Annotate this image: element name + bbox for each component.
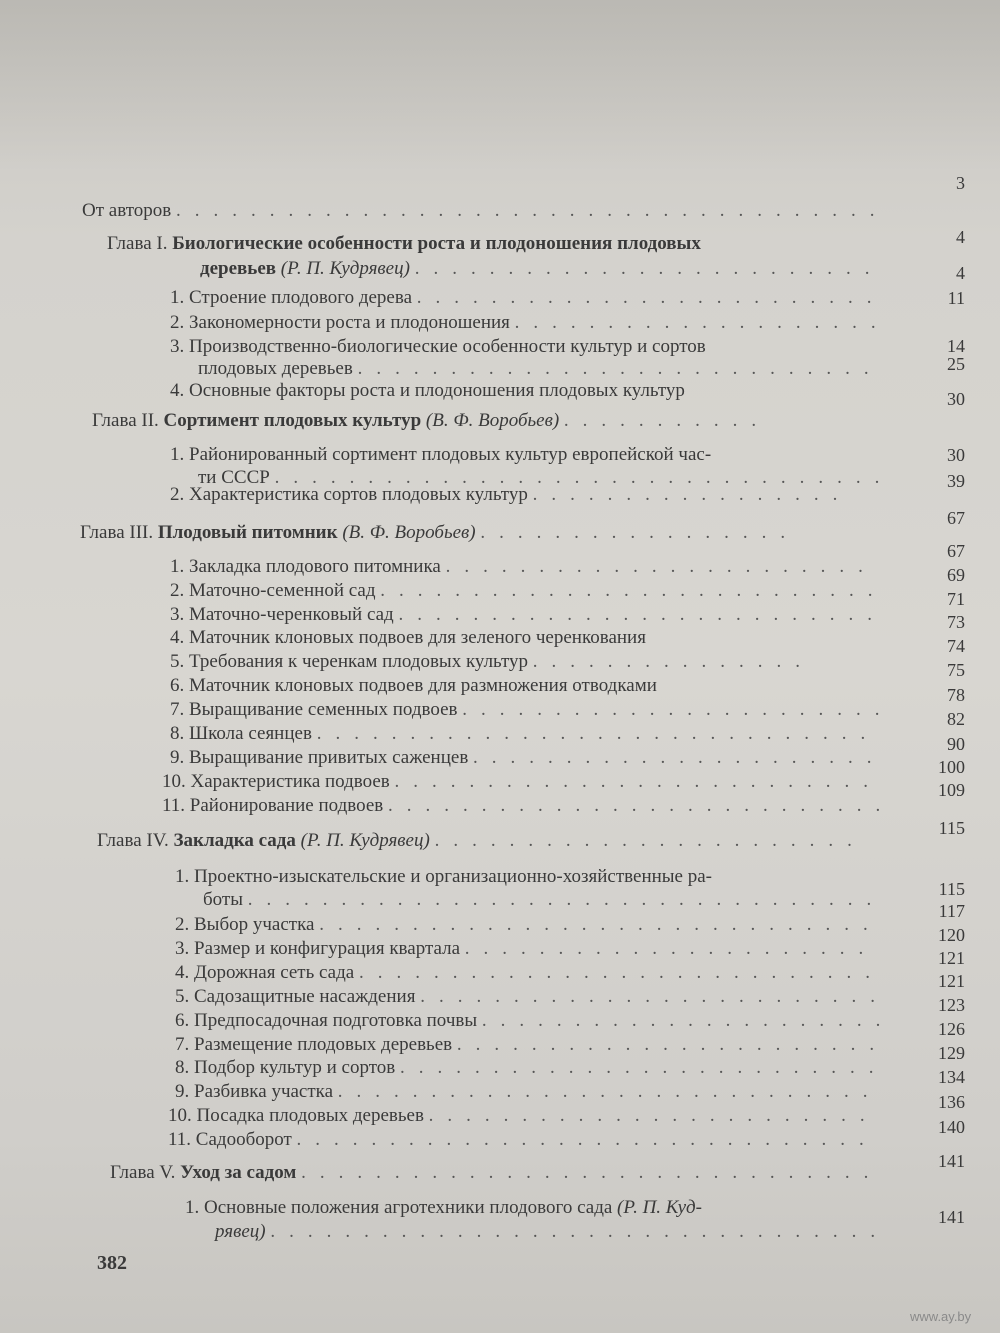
toc-chapter-1-cont bbox=[200, 258, 883, 280]
toc-item-page: 100 bbox=[938, 757, 965, 777]
chapter-4-author: (Р. П. Кудрявец) bbox=[300, 830, 430, 851]
leader-dots: ........................... bbox=[380, 580, 887, 601]
toc-item-page: 78 bbox=[947, 685, 965, 705]
toc-item bbox=[170, 651, 814, 673]
leader-dots: ............................. bbox=[337, 1081, 882, 1102]
toc-item-label: 9. Разбивка участка bbox=[175, 1081, 334, 1102]
toc-intro bbox=[82, 200, 888, 222]
toc-item bbox=[175, 866, 712, 888]
toc-item bbox=[170, 380, 685, 402]
toc-item-label-line1: 1. Основные положения агротехники плодового сада bbox=[185, 1197, 613, 1218]
toc-item-label: 5. Садозащитные насаждения bbox=[175, 986, 416, 1007]
toc-item bbox=[175, 1010, 894, 1032]
chapter-1-label: Глава I. bbox=[107, 233, 168, 254]
toc-item-label: 11. Садооборот bbox=[168, 1129, 292, 1150]
leader-dots: .......................... bbox=[394, 771, 883, 792]
page-number: 382 bbox=[97, 1252, 127, 1274]
toc-item-label: 2. Характеристика сортов плодовых культур bbox=[170, 484, 528, 505]
toc-item-label: 2. Выбор участка bbox=[175, 914, 315, 935]
leader-dots: .............................. bbox=[319, 914, 882, 935]
toc-item bbox=[175, 938, 877, 960]
toc-item bbox=[175, 1057, 888, 1079]
leader-dots: ............................ bbox=[357, 358, 883, 379]
toc-item-label-line1: 1. Проектно-изыскательские и организационно-хозяйственные ра- bbox=[175, 866, 713, 887]
toc-item bbox=[168, 1105, 879, 1127]
toc-item-label: 3. Размер и конфигурация квартала bbox=[175, 938, 461, 959]
chapter-1-author: (Р. П. Кудрявец) bbox=[280, 258, 410, 279]
chapter-4-label: Глава IV. bbox=[97, 830, 169, 851]
toc-item-page: 115 bbox=[938, 879, 965, 899]
toc-chapter-2 bbox=[92, 410, 770, 432]
toc-item-label: 7. Размещение плодовых деревьев bbox=[175, 1034, 453, 1055]
toc-item-page: 71 bbox=[947, 589, 965, 609]
leader-dots: ........................ bbox=[428, 1105, 879, 1126]
toc-item-label: 8. Подбор культур и сортов bbox=[175, 1057, 396, 1078]
toc-item bbox=[185, 1197, 702, 1219]
toc-item-label: 9. Выращивание привитых саженцев bbox=[170, 747, 469, 768]
toc-item-label: 2. Маточно-семенной сад bbox=[170, 580, 376, 601]
toc-item bbox=[170, 699, 894, 721]
toc-item-page: 129 bbox=[938, 1043, 965, 1063]
toc-item bbox=[162, 795, 894, 817]
leader-dots: ............... bbox=[532, 651, 815, 672]
toc-chapter-4 bbox=[97, 830, 866, 852]
toc-item-page: 73 bbox=[947, 612, 965, 632]
leader-dots: .................................. bbox=[247, 889, 886, 910]
chapter-1-title-line2: деревьев bbox=[200, 258, 277, 279]
toc-item-page: 4 bbox=[956, 263, 965, 283]
leader-dots: ...................... bbox=[464, 938, 878, 959]
leader-dots: .............................. bbox=[316, 723, 880, 744]
chapter-2-title: Сортимент плодовых культур bbox=[163, 410, 422, 431]
toc-item-author: (Р. П. Куд- bbox=[617, 1197, 702, 1218]
toc-item-page: 67 bbox=[947, 541, 965, 561]
leader-dots: ................. bbox=[480, 522, 800, 543]
toc-item-page: 121 bbox=[938, 948, 965, 968]
toc-item-page: 109 bbox=[938, 780, 965, 800]
leader-dots: .......................... bbox=[398, 604, 886, 625]
toc-item-page: 120 bbox=[938, 925, 965, 945]
leader-dots: ............................ bbox=[358, 962, 884, 983]
chapter-3-author: (В. Ф. Воробьев) bbox=[342, 522, 476, 543]
toc-item-label-line1: 3. Производственно-биологические особенности культур и сортов bbox=[170, 336, 706, 357]
toc-item-cont bbox=[215, 1221, 889, 1243]
toc-item-label: 5. Требования к черенкам плодовых культур bbox=[170, 651, 529, 672]
toc-item bbox=[170, 604, 886, 626]
toc-item-page: 140 bbox=[938, 1117, 965, 1137]
toc-chapter-1 bbox=[107, 233, 701, 255]
toc-item-cont bbox=[203, 889, 885, 911]
leader-dots: ............................... bbox=[301, 1162, 883, 1183]
leader-dots: .................... bbox=[514, 312, 890, 333]
leader-dots: ........... bbox=[563, 410, 771, 431]
toc-item bbox=[170, 747, 886, 769]
toc-item-page: 82 bbox=[947, 709, 965, 729]
toc-item-label: 6. Предпосадочная подготовка почвы bbox=[175, 1010, 478, 1031]
toc-item-label: 10. Посадка плодовых деревьев bbox=[168, 1105, 424, 1126]
toc-item-label: 4. Основные факторы роста и плодоношения плодовых культур bbox=[170, 380, 685, 401]
chapter-4-title: Закладка сада bbox=[173, 830, 296, 851]
toc-item-page: 39 bbox=[947, 471, 965, 491]
toc-item-page: 121 bbox=[938, 971, 965, 991]
toc-item-page: 117 bbox=[938, 901, 965, 921]
toc-item-page: 123 bbox=[938, 995, 965, 1015]
toc-item-page: 136 bbox=[938, 1092, 965, 1112]
chapter-5-title: Уход за садом bbox=[180, 1162, 297, 1183]
leader-dots: ....................... bbox=[456, 1034, 889, 1055]
toc-item-cont bbox=[198, 358, 883, 380]
toc-item-label: 6. Маточник клоновых подвоев для размножения отводками bbox=[170, 675, 657, 696]
toc-item bbox=[175, 914, 882, 936]
toc-item-page: 90 bbox=[947, 734, 965, 754]
leader-dots: ...................................... bbox=[175, 200, 889, 221]
toc-item bbox=[175, 1034, 888, 1056]
leader-dots: ........................... bbox=[388, 795, 895, 816]
toc-item-label: 3. Маточно-черенковый сад bbox=[170, 604, 394, 625]
toc-item-label: 4. Маточник клоновых подвоев для зеленого черенкования bbox=[170, 627, 646, 648]
toc-intro-page: 3 bbox=[956, 173, 965, 193]
leader-dots: ...................... bbox=[473, 747, 886, 768]
leader-dots: ................................. bbox=[270, 1221, 890, 1242]
toc-item-label-line2: ти СССР bbox=[198, 467, 270, 488]
toc-item-label-line1: 1. Районированный сортимент плодовых культур европейской час- bbox=[170, 444, 712, 465]
toc-item-label: 2. Закономерности роста и плодоношения bbox=[170, 312, 510, 333]
toc-item-label-line2: рявец) bbox=[215, 1221, 266, 1242]
toc-item bbox=[170, 675, 657, 697]
leader-dots: ......................... bbox=[420, 986, 889, 1007]
watermark-text: www.ay.by bbox=[910, 1309, 972, 1324]
toc-item-page: 69 bbox=[947, 565, 965, 585]
toc-item-page: 30 bbox=[947, 445, 965, 465]
toc-item-label-line2: плодовых деревьев bbox=[198, 358, 353, 379]
toc-item-page: 141 bbox=[938, 1207, 965, 1227]
chapter-3-label: Глава III. bbox=[80, 522, 154, 543]
leader-dots: ................. bbox=[532, 484, 852, 505]
toc-item bbox=[170, 580, 887, 602]
chapter-2-author: (В. Ф. Воробьев) bbox=[425, 410, 560, 431]
toc-item-page: 75 bbox=[947, 660, 965, 680]
toc-item-page: 11 bbox=[947, 288, 965, 308]
toc-item bbox=[175, 1081, 882, 1103]
toc-item bbox=[170, 627, 646, 649]
leader-dots: ................................. bbox=[274, 467, 894, 488]
chapter-5-label: Глава V. bbox=[110, 1162, 176, 1183]
toc-item bbox=[170, 444, 711, 466]
chapter-3-page: 67 bbox=[947, 508, 965, 528]
chapter-3-title: Плодовый питомник bbox=[157, 522, 338, 543]
toc-item-label: 1. Закладка плодового питомника bbox=[170, 556, 441, 577]
chapter-1-title-line1: Биологические особенности роста и плодоношения плодовых bbox=[172, 233, 701, 254]
leader-dots: ......................... bbox=[414, 258, 884, 279]
toc-item-page: 126 bbox=[938, 1019, 965, 1039]
toc-item-page: 25 bbox=[947, 354, 965, 374]
leader-dots: ....................... bbox=[445, 556, 877, 577]
toc-item-label: 11. Районирование подвоев bbox=[162, 795, 384, 816]
toc-chapter-5 bbox=[110, 1162, 882, 1184]
toc-item bbox=[170, 556, 877, 578]
chapter-2-page: 30 bbox=[947, 389, 965, 409]
leader-dots: ....................... bbox=[434, 830, 866, 851]
toc-item bbox=[175, 962, 884, 984]
toc-item-label: 1. Строение плодового дерева bbox=[170, 287, 413, 308]
toc-item-page: 134 bbox=[938, 1067, 965, 1087]
leader-dots: ....................... bbox=[462, 699, 894, 720]
chapter-1-page: 4 bbox=[956, 227, 965, 247]
toc-item bbox=[175, 986, 889, 1008]
toc-item bbox=[168, 1129, 878, 1151]
toc-item-label: 4. Дорожная сеть сада bbox=[175, 962, 355, 983]
toc-item-label-line2: боты bbox=[203, 889, 243, 910]
toc-item-label: 7. Выращивание семенных подвоев bbox=[170, 699, 458, 720]
chapter-4-page: 115 bbox=[938, 818, 965, 838]
chapter-2-label: Глава II. bbox=[92, 410, 159, 431]
toc-item bbox=[170, 287, 886, 309]
toc-intro-label: От авторов bbox=[82, 200, 172, 221]
toc-chapter-3 bbox=[80, 522, 799, 544]
toc-item-label: 10. Характеристика подвоев bbox=[162, 771, 390, 792]
toc-item bbox=[170, 484, 851, 506]
toc-item bbox=[170, 312, 890, 334]
chapter-5-page: 141 bbox=[938, 1151, 965, 1171]
toc-item bbox=[170, 336, 706, 358]
leader-dots: .......................... bbox=[400, 1057, 888, 1078]
toc-item bbox=[170, 723, 879, 745]
toc-item-page: 14 bbox=[947, 336, 965, 356]
toc-item bbox=[162, 771, 882, 793]
leader-dots: ......................... bbox=[416, 287, 886, 308]
leader-dots: ............................... bbox=[296, 1129, 878, 1150]
leader-dots: ...................... bbox=[481, 1010, 895, 1031]
toc-item-label: 8. Школа сеянцев bbox=[170, 723, 312, 744]
toc-item-page: 74 bbox=[947, 636, 965, 656]
